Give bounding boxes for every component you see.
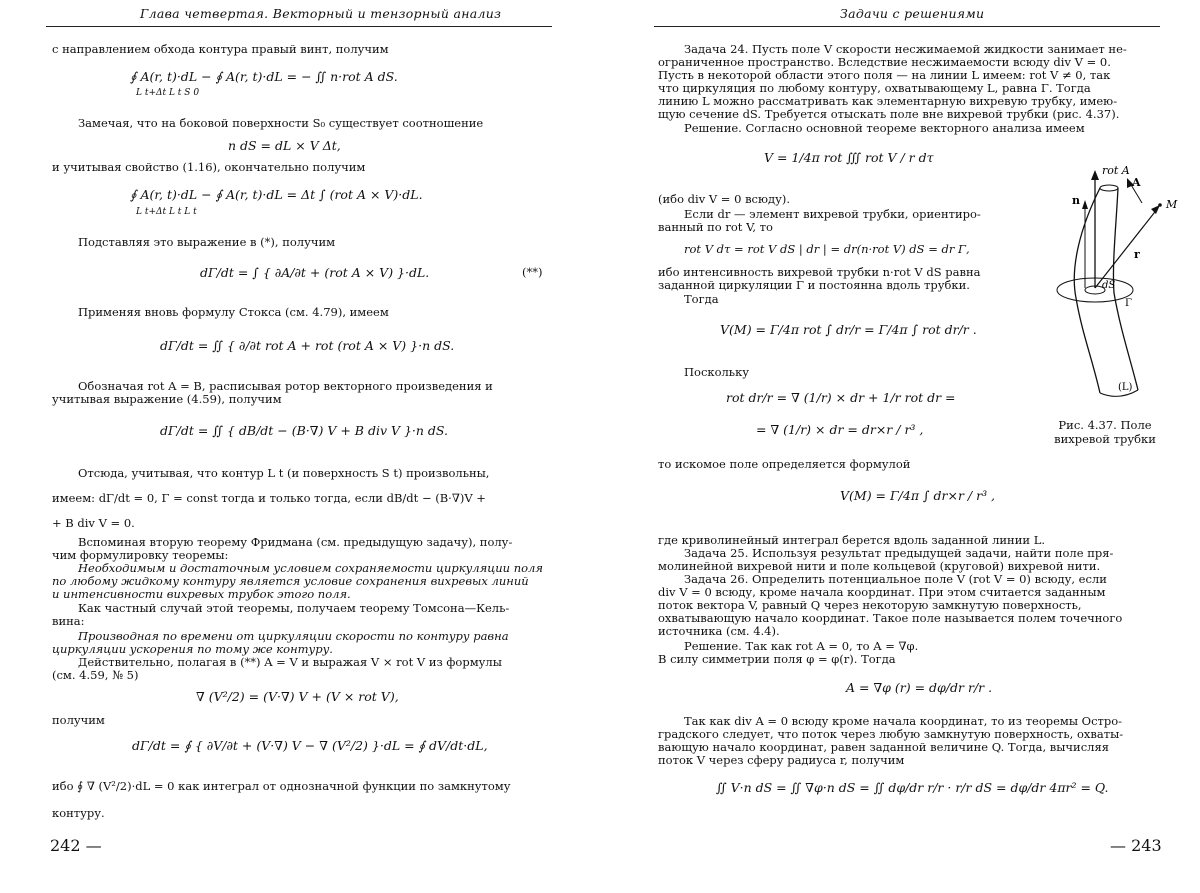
- right-line-7: Решение. Согласно основной теореме векторного анализа имеем: [684, 121, 1085, 135]
- left-header-rule: [46, 26, 552, 27]
- label-r: r: [1134, 248, 1140, 261]
- left-formula-8: dΓ/dt = ∮ { ∂V/∂t + (V·∇) V − ∇ (V²/2) }·dL = ∮ dV/dt·dL,: [132, 738, 488, 753]
- left-line-11: Вспоминая вторую теорему Фридмана (см. предыдущую задачу), полу-: [78, 535, 513, 549]
- left-line-7: учитывая выражение (4.59), получим: [52, 392, 282, 406]
- right-page-number: — 243: [1110, 836, 1162, 855]
- left-formula-3: ∮ A(r, t)·dL − ∮ A(r, t)·dL = Δt ∫ (rot A × V)·dL.: [130, 187, 423, 202]
- right-line-17: Задача 25. Используя результат предыдущей задачи, найти поле пря-: [684, 546, 1114, 560]
- right-page: [600, 0, 1200, 893]
- left-line-10: + B div V = 0.: [52, 516, 135, 530]
- right-line-19: Задача 26. Определить потенциальное поле V (rot V = 0) всюду, если: [684, 572, 1107, 586]
- right-line-5: линию L можно рассматривать как элементарную вихревую трубку, имею-: [658, 94, 1118, 108]
- right-page-header: Задачи с решениями: [840, 6, 985, 21]
- right-line-11: ибо интенсивность вихревой трубки n·rot V dS равна: [658, 265, 981, 279]
- right-line-12: заданной циркуляции Γ и постоянна вдоль трубки.: [658, 278, 970, 292]
- right-formula-7: A = ∇φ (r) = dφ/dr r/r .: [846, 680, 993, 695]
- right-line-26: Так как div A = 0 всюду кроме начала координат, то из теоремы Остро-: [684, 714, 1123, 728]
- right-formula-6: V(M) = Γ/4π ∫ dr×r / r³ ,: [840, 488, 996, 503]
- left-formula-6: dΓ/dt = ∬ { dB/dt − (B·∇) V + B div V }·n dS.: [160, 423, 449, 438]
- left-formula-4: dΓ/dt = ∫ { ∂A/∂t + (rot A × V) }·dL.: [200, 265, 430, 280]
- right-line-8: (ибо div V = 0 всюду).: [658, 192, 790, 206]
- left-line-23: ибо ∮ ∇ (V²/2)·dL = 0 как интеграл от однозначной функции по замкнутому: [52, 779, 511, 793]
- right-line-24: Решение. Так как rot A = 0, то A = ∇φ.: [684, 639, 919, 653]
- left-formula-7: ∇ (V²/2) = (V·∇) V + (V × rot V),: [196, 689, 399, 704]
- left-page-number: 242 —: [50, 836, 102, 855]
- right-formula-2: rot V dτ = rot V dS | dr | = dr(n·rot V) dS = dr Γ,: [684, 242, 970, 256]
- left-line-22: получим: [52, 713, 105, 727]
- label-m: M: [1166, 198, 1178, 211]
- left-line-6: Обозначая rot A = B, расписывая ротор векторного произведения и: [78, 379, 493, 393]
- left-line-8: Отсюда, учитывая, что контур L t (и поверхность S t) произвольны,: [78, 466, 490, 480]
- left-formula-2: n dS = dL × V Δt,: [228, 138, 341, 153]
- left-page-header: Глава четвертая. Векторный и тензорный анализ: [140, 6, 502, 21]
- right-line-6: щую сечение dS. Требуется отыскать поле вне вихревой трубки (рис. 4.37).: [658, 107, 1120, 121]
- right-line-16: где криволинейный интеграл берется вдоль заданной линии L.: [658, 533, 1045, 547]
- label-l: (L): [1118, 382, 1133, 393]
- left-line-21: (см. 4.59, № 5): [52, 668, 139, 682]
- label-rot-a: rot A: [1102, 164, 1130, 177]
- left-line-19: циркуляции ускорения по тому же контуру.: [52, 642, 333, 656]
- left-formula-1-limits: L t+Δt L t S 0: [136, 88, 200, 98]
- right-formula-5: = ∇ (1/r) × dr = dr×r / r³ ,: [756, 422, 924, 437]
- left-line-5: Применяя вновь формулу Стокса (см. 4.79), имеем: [78, 305, 389, 319]
- right-header-rule: [654, 26, 1160, 27]
- right-line-2: ограниченное пространство. Вследствие несжимаемости всюду div V = 0.: [658, 55, 1111, 69]
- left-line-15: и интенсивности вихревых трубок этого поля.: [52, 587, 351, 601]
- right-line-27: градского следует, что поток через любую замкнутую поверхность, охваты-: [658, 727, 1124, 741]
- right-line-23: источника (см. 4.4).: [658, 624, 780, 638]
- left-line-17: вина:: [52, 614, 85, 628]
- left-line-13: Необходимым и достаточным условием сохраняемости циркуляции поля: [78, 561, 543, 575]
- left-formula-3-limits: L t+Δt L t L t: [136, 207, 197, 217]
- left-formula-1: ∮ A(r, t)·dL − ∮ A(r, t)·dL = − ∬ n·rot A dS.: [130, 69, 398, 84]
- label-gamma: Γ: [1125, 298, 1132, 309]
- left-line-24: контуру.: [52, 806, 105, 820]
- right-line-14: Поскольку: [684, 365, 750, 379]
- right-line-15: то искомое поле определяется формулой: [658, 457, 911, 471]
- vortex-tube-drawing: [1030, 158, 1180, 403]
- right-formula-4: rot dr/r = ∇ (1/r) × dr + 1/r rot dr =: [726, 390, 956, 405]
- right-line-18: молинейной вихревой нити и поле кольцевой (круговой) вихревой нити.: [658, 559, 1101, 573]
- label-a: A: [1132, 176, 1141, 189]
- right-formula-1: V = 1/4π rot ∭ rot V / r dτ: [764, 150, 934, 165]
- left-eq-tag: (**): [522, 265, 543, 279]
- right-line-10: ванный по rot V, то: [658, 220, 773, 234]
- right-line-3: Пусть в некоторой области этого поля — на линии L имеем: rot V ≠ 0, так: [658, 68, 1111, 82]
- right-line-28: вающую начало координат, равен заданной величине Q. Тогда, вычисляя: [658, 740, 1109, 754]
- right-line-4: что циркуляция по любому контуру, охватывающему L, равна Γ. Тогда: [658, 81, 1091, 95]
- right-line-22: охватывающую начало координат. Такое поле называется полем точечного: [658, 611, 1123, 625]
- left-line-18: Производная по времени от циркуляции скорости по контуру равна: [78, 629, 509, 643]
- left-line-20: Действительно, полагая в (**) A = V и выражая V × rot V из формулы: [78, 655, 502, 669]
- right-line-9: Если dr — элемент вихревой трубки, ориентиро-: [684, 207, 981, 221]
- left-line-9: имеем: dΓ/dt = 0, Γ = const тогда и только тогда, если dB/dt − (B·∇)V +: [52, 491, 486, 505]
- right-line-1: Задача 24. Пусть поле V скорости несжимаемой жидкости занимает не-: [684, 42, 1127, 56]
- figure-caption: Рис. 4.37. Поле вихревой трубки: [1054, 418, 1156, 446]
- left-line-2: Замечая, что на боковой поверхности S₀ существует соотношение: [78, 116, 484, 130]
- right-formula-8: ∬ V·n dS = ∬ ∇φ·n dS = ∬ dφ/dr r/r · r/r dS = dφ/dr 4πr² = Q.: [716, 780, 1109, 795]
- left-line-14: по любому жидкому контуру является условие сохранения вихревых линий: [52, 574, 529, 588]
- left-formula-5: dΓ/dt = ∬ { ∂/∂t rot A + rot (rot A × V) }·n dS.: [160, 338, 455, 353]
- label-ds: dS: [1102, 280, 1116, 291]
- right-formula-3: V(M) = Γ/4π rot ∫ dr/r = Γ/4π ∫ rot dr/r .: [720, 322, 977, 337]
- right-line-20: div V = 0 всюду, кроме начала координат. При этом считается заданным: [658, 585, 1106, 599]
- right-line-13: Тогда: [684, 292, 719, 306]
- right-line-29: поток V через сферу радиуса r, получим: [658, 753, 905, 767]
- left-line-12: чим формулировку теоремы:: [52, 548, 229, 562]
- right-line-25: В силу симметрии поля φ = φ(r). Тогда: [658, 652, 896, 666]
- left-line-16: Как частный случай этой теоремы, получаем теорему Томсона—Кель-: [78, 601, 510, 615]
- label-n: n: [1072, 194, 1080, 207]
- left-line-3: и учитывая свойство (1.16), окончательно получим: [52, 160, 366, 174]
- left-line-4: Подставляя это выражение в (*), получим: [78, 235, 336, 249]
- left-line-1: с направлением обхода контура правый винт, получим: [52, 42, 389, 56]
- right-line-21: поток вектора V, равный Q через некоторую замкнутую поверхность,: [658, 598, 1082, 612]
